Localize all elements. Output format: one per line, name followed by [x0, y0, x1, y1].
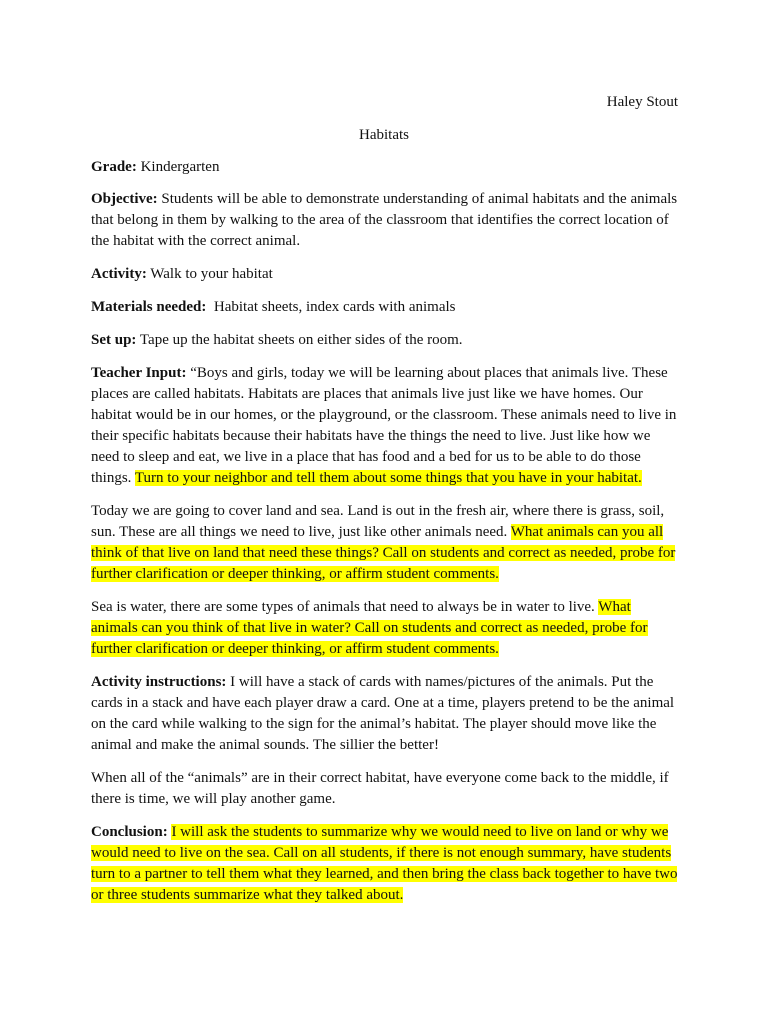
activity-instructions-text: I will have a stack of cards with names/pictures of the animals. Put the cards in a stack and have each player draw a card. One at a time, players pretend to be the animal on the card while walking to the sign for the animal’s habitat. The player should move like the animal and make the animal sounds. The sillier the better! [91, 674, 675, 753]
teacher-input-highlight: Turn to your neighbor and tell them about some things that you have in your habitat. [134, 470, 642, 486]
activity-label: Activity: [91, 266, 147, 282]
author-name: Haley Stout [606, 94, 678, 110]
land-text: Today we are going to cover land and sea. Land is out in the fresh air, where there is grass, soil, sun. These are all things we need to live, just like other animals need. [91, 503, 665, 540]
setup-label: Set up: [91, 332, 137, 348]
activity-section [91, 264, 679, 285]
activity-text: Walk to your habitat [146, 266, 273, 282]
objective-section [91, 189, 679, 252]
activity-instructions-section [91, 672, 679, 756]
return-paragraph [91, 768, 679, 810]
conclusion-section [91, 822, 679, 906]
teacher-input-label: Teacher Input: [91, 365, 187, 381]
teacher-input-section [91, 363, 679, 489]
materials-section [91, 297, 679, 318]
grade-label: Grade: [91, 159, 137, 175]
conclusion-highlight: I will ask the students to summarize why we would need to live on land or why we would need to live on the sea. Call on all students, if there is not enough summary, have students turn to a partner to tell them what they learned, and then bring the class back together to have two or three students summarize what they talked about. [91, 824, 678, 903]
objective-label: Objective: [91, 191, 158, 207]
grade-section [91, 157, 679, 178]
teacher-input-text: “Boys and girls, today we will be learning about places that animals live. These places are called habitats. Habitats are places that animals live just like we have homes. Our habitat would be in our homes, or the playground, or the classroom. These animals need to live in their specific habitats because their habitats have the things the need to live. Just like how we need to sleep and eat, we live in a place that has food and a bed for us to be able to do those things. [91, 365, 677, 486]
return-text: When all of the “animals” are in their correct habitat, have everyone come back to the middle, if there is time, we will play another game. [91, 770, 669, 807]
sea-highlight: What animals can you think of that live in water? Call on students and correct as needed, probe for further clarification or deeper thinking, or affirm student comments. [91, 599, 648, 657]
setup-text: Tape up the habitat sheets on either sides of the room. [136, 332, 463, 348]
land-paragraph [91, 501, 679, 585]
sea-paragraph [91, 597, 679, 660]
sea-text: Sea is water, there are some types of animals that need to always be in water to live. [91, 599, 599, 615]
grade-text: Kindergarten [136, 159, 220, 175]
activity-instructions-label: Activity instructions: [91, 674, 227, 690]
materials-text: Habitat sheets, index cards with animals [206, 299, 456, 315]
conclusion-label: Conclusion: [91, 824, 168, 840]
land-highlight: What animals can you all think of that live on land that need these things? Call on students and correct as needed, probe for further clarification or deeper thinking, or affirm student comments. [91, 524, 676, 582]
document-body [91, 157, 679, 918]
materials-label: Materials needed: [91, 299, 207, 315]
objective-text: Students will be able to demonstrate understanding of animal habitats and the animals that belong in them by walking to the area of the classroom that identifies the correct location of the habitat with the correct animal. [91, 191, 678, 249]
setup-section [91, 330, 679, 351]
document-title: Habitats [359, 127, 409, 143]
